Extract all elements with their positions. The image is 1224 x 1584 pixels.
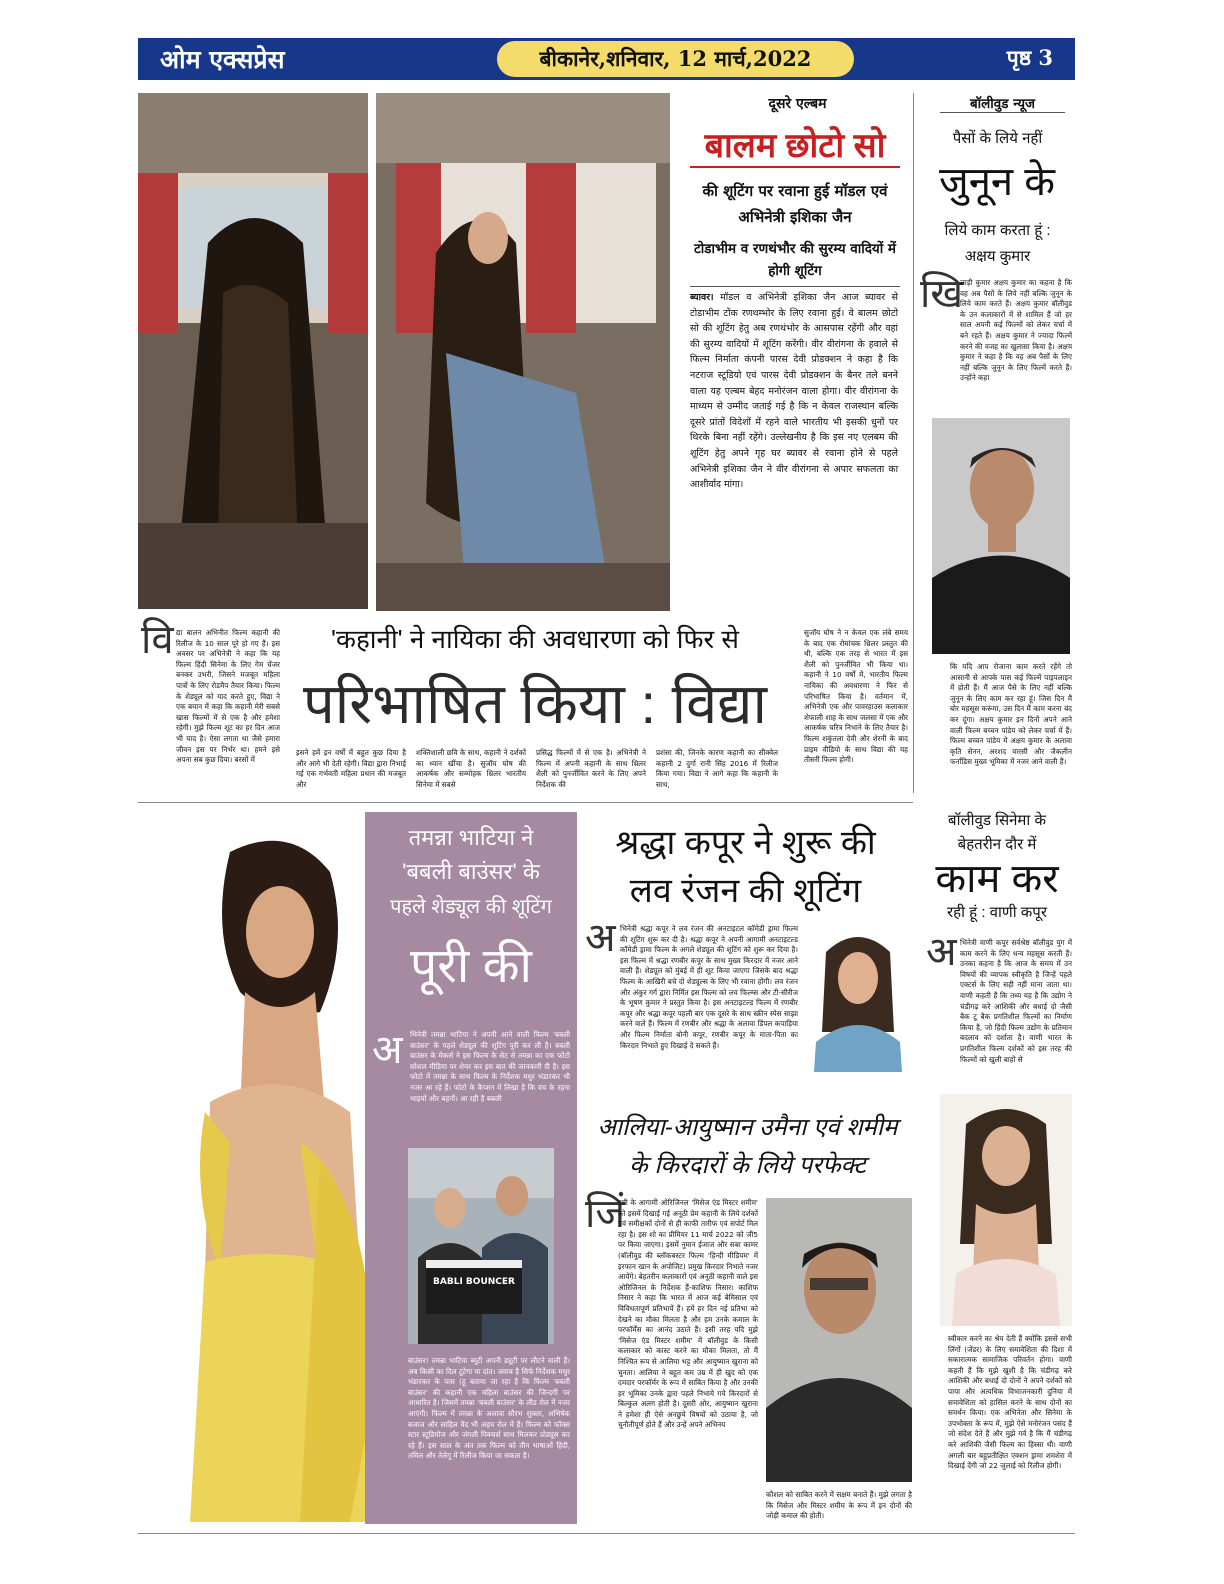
shraddha-body-text: भिनेत्री श्रद्धा कपूर ने लव रंजन की अनटाइटल कॉमेडी ड्रामा फिल्म की शूटिंग शुरू कर दी है। श्रद्धा कपूर ने अपनी आगामी अनटाइटल्ड कॉमेडी ड्रामा फिल्म के अगले शेड्यूल की शूटिंग को शुरू कर दिया है। इस फिल्म में श्रद्धा रणबीर कपूर के साथ मुख्य किरदार में नजर आने वाली हैं। शेड्यूल को मुंबई में ही शूट किया जाएगा जिसके बाद श्रद्धा फिल्म के आखिरी बचे दो शेड्यूल्स के लिए भी रवाना होंगी। लव रंजन और अंकुर गर्ग द्वारा निर्मित इस फिल्म को लव फिल्म्स और टी-सीरीज के भूषण कुमार ने प्रस्तुत किया है। इस अनटाइटल्ड फिल्म में रणबीर कपूर और श्रद्धा कपूर पहली बार एक दूसरे के साथ स्क्रीन स्पेस साझा करने वाले हैं। फिल्म में रणबीर और श्रद्धा के अलावा डिंपल कपाड़िया और फिल्म निर्माता बोनी कपूर, रणबीर कपूर के माता-पिता का किरदार निभाते हुए दिखाई दे सकते हैं।	[620, 924, 798, 1050]
paper-name: ओम एक्सप्रेस	[160, 45, 285, 74]
akshay-body-1	[960, 278, 1072, 410]
akshay-dropcap: खि	[920, 271, 964, 317]
column-rule	[913, 93, 914, 793]
vidya-col-2-text: इसने हमें इन वर्षों में बहुत कुछ दिया है और आगे भी देती रहेगी। विद्या द्वारा निभाई गई एक गर्भवती महिला प्रधान की मजबूत और	[296, 748, 406, 789]
alia-headline-1: आलिया-आयुष्मान उमैना एवं शमीम	[597, 1114, 898, 1141]
akshay-body-1-text: लाड़ी कुमार अक्षय कुमार का कहना है कि वह अब पैसों के लिये नहीं बल्कि जुनून के लिये काम करते हैं। अक्षय कुमार बॉलीवुड के उन कलाकारों में से शामिल हैं जो हर साल अपनी कई फिल्मों को लेकर चर्चा में बने रहते हैं। अक्षय कुमार ने ज्यादा फिल्में करने की वजह का खुलासा किया है। अक्षय कुमार ने कहा है कि वह अब पैसों के लिए नहीं बल्कि जुनून के लिए फिल्में करते हैं। उन्होंने कहा	[960, 278, 1072, 383]
shraddha-headline-1: श्रद्धा कपूर ने शुरू की	[615, 824, 876, 862]
akshay-body-2	[950, 662, 1072, 792]
tamanna-body-1-text: भिनेत्री तमन्ना भाटिया ने अपनी आने वाली फिल्म 'बबली बाउंसर' के पहले शेड्यूल की शूटिंग पूरी कर ली है। बबली बाउंसर के मेकर्स ने इस फिल्म के सेट से तमन्ना का एक फोटो सोशल मीडिया पर शेयर कर इस बात की जानकारी दी है। इस फोटो में तमन्ना के साथ फिल्म के निर्देशक मधुर भंडारकर भी नजर आ रहे हैं। फोटो के कैप्शन में लिखा है कि वच के रहना भाइयों और बहनों। आ रही है बबली	[410, 1030, 570, 1103]
tamanna-body-1	[410, 1030, 570, 1134]
akshay-line-3: अक्षय कुमार	[964, 248, 1031, 265]
tamanna-clapper-photo	[408, 1148, 554, 1344]
vidya-col-5-text: प्रशंसा की, जिनके कारण कहानी का सीक्वेल कहानी 2 दुर्गा रानी सिंह 2016 में रिलीज किया गया। विद्या ने आगे कहा कि कहानी के साथ,	[656, 748, 778, 789]
tamanna-headline-3: पहले शेड्यूल की शूटिंग	[390, 896, 552, 918]
vidya-col-1-text: द्या बालन अभिनीत फिल्म कहानी की रिलीज के 10 साल पूरे हो गए हैं। इस अवसर पर अभिनेत्री ने कहा कि यह फिल्म हिंदी सिनेमा के लिए गेम चेंजर बनकर उभरी, जिसने मजबूत महिला पात्रों के लिए रोडमैप तैयार किया। फिल्म के शेड्यूल को याद करते हुए, विद्या ने एक बयान में कहा कि कहानी मेरी सबसे खास फिल्मों में से एक है और हमेशा रहेगी। मुझे फिल्म शूट का हर दिन आज भी याद है। ऐसा लगता था जैसे हमारा जीवन इस पर निर्भर था। हमने इसे अपना सब कुछ दिया। बरसों में	[176, 628, 280, 765]
alia-body-2	[766, 1490, 912, 1530]
vidya-col-2	[296, 748, 406, 796]
shraddha-body	[620, 924, 798, 1098]
shraddha-dropcap: अ	[585, 915, 616, 961]
akshay-photo	[932, 418, 1070, 654]
vidya-col-6-text: सुजॉय घोष ने न केवल एक लंबे समय के बाद एक रोमांचक थ्रिलर प्रस्तुत की थी, बल्कि एक तरह से भारत में इस शैली को पुनर्जीवित भी किया था। कहानी ने 10 वर्षों में, भारतीय फिल्म नायिका की अवधारणा ने फिर से परिभाषित किया है। वर्तमान में, अभिनेत्री एक और पावरहाउस कलाकार शेफाली शाह के साथ जलसा में एक और आकर्षक चरित्र निभाने के लिए तैयार है। फिल्म शकुंतला देवी और शेरनी के बाद प्राइम वीडियो के साथ विद्या की यह तीसरी फिल्म होगी।	[804, 628, 908, 765]
ishika-body: मॉडल व अभिनेत्री इशिका जैन आज ब्यावर से टोडाभीम टोंक रणथम्भोर के लिए रवाना हुई। वे बालम छोटो सो की शूटिंग हेतु अब रणथंभोर के आसपास रहेंगी और वहां की सुरम्य वादियों में शूटिंग करेंगी। वीर वीरांगना के हवाले से फिल्म निर्माता कंपनी पारस देवी प्रोडक्शन ने कहा है कि नटराज स्टूडियो एवं पारस देवी प्रोडक्शन के बैनर तले बनने वाला यह एल्बम बेहद मनोरंजन वाला होगा। वीर वीरांगना के माध्यम से उम्मीद जताई गई है कि न केवल राजस्थान बल्कि दूसरे प्रांतों विदेशों में रहने वाले भारतीय भी इसकी धुनों पर थिरके बिना नहीं रहेंगे। उल्लेखनीय है कि इस नए एलबम की शूटिंग हेतु अपने गृह घर ब्यावर से रवाना होने से पहले अभिनेत्री इशिका जैन ने वीर वीरांगना से अपार सफलता का आशीर्वाद मांगा।	[690, 292, 899, 491]
page-number: पृष्ठ 3	[1006, 45, 1053, 70]
vaani-body-1	[960, 938, 1072, 1082]
ishika-headline: बालम छोटो सो	[690, 126, 900, 168]
tamanna-photo	[150, 812, 380, 1522]
alia-body-2-text: कौशल को साबित करने में सक्षम बनाते हैं। मुझे लगता है कि मिसेज और मिस्टर शमीम के रूप में इन दोनों की जोड़ी कमाल की होती।	[766, 1490, 912, 1521]
tamanna-body-2	[408, 1356, 570, 1520]
vidya-col-5	[656, 748, 778, 796]
akshay-body-2-text: कि यदि आप रोजाना काम करते रहेंगे तो आसानी से आपके पास कई फिल्में पाइपलाइन में होती हैं। मैं आज पैसे के लिए नहीं बल्कि जुनून के लिए काम कर रहा हूं। जिस दिन मैं बोर महसूस करूंगा, उस दिन मैं काम करना बंद कर दूंगा। अक्षय कुमार इन दिनों अपने आने वाली फिल्म बच्चन पांडेय को लेकर चर्चा में हैं। फिल्म बच्चन पांडेय में अक्षय कुमार के अलावा कृति सेनन, अरशद वारसी और जैकलीन फर्नांडिस मुख्य भूमिका में नजर आने वाली हैं।	[950, 662, 1072, 767]
vidya-headline-1: 'कहानी' ने नायिका की अवधारणा को फिर से	[331, 624, 739, 654]
vidya-col-1	[176, 628, 280, 796]
vaani-photo	[940, 1094, 1072, 1326]
dateline: बीकानेर,शनिवार, 12 मार्च,2022	[497, 41, 854, 77]
akshay-line-2: लिये काम करता हूं :	[944, 222, 1051, 239]
vaani-line-1: बॉलीवुड सिनेमा के	[948, 812, 1046, 829]
tamanna-headline-4: पूरी की	[410, 940, 532, 993]
ishika-photo-2	[376, 93, 670, 611]
vidya-dropcap: वि	[141, 617, 174, 663]
tamanna-headline-2: 'बबली बाउंसर' के	[402, 859, 540, 884]
akshay-line-1: पैसों के लिये नहीं	[952, 130, 1043, 147]
vaani-body-2-text: स्वीकार करने का श्रेय देती हैं क्योंकि इससे सभी लिंगों (जेंडर) के लिए समावेशिता की दिशा में सकारात्मक सामाजिक परिवर्तन होगा। वाणी कहती हैं कि मुझे खुशी है कि चंडीगढ़ करे आशिकी और बधाई दो दोनों ने अपने दर्शकों को पाया और अत्यधिक विभाजनकारी दुनिया में समावेशिता को हासिल करने के साथ दोनों का समर्थन किया। एक अभिनेता और सिनेमा के उपभोक्ता के रूप में, मुझे ऐसे मनोरंजन पसंद हैं जो संदेश देते हैं और मुझे गर्व है कि मैं चंडीगढ़ करे आशिकी जैसी फिल्म का हिस्सा थी। वाणी अगली बार बहुप्रतीक्षित एक्शन ड्रामा शमशेरा में दिखाई देंगी जो 22 जुलाई को रिलीज होगी।	[948, 1334, 1072, 1471]
tamanna-dropcap: अ	[372, 1027, 403, 1073]
ishika-article	[690, 290, 898, 612]
ishika-dateline: ब्यावर।	[690, 292, 714, 303]
ishika-subhead-1: की शूटिंग पर रवाना हुई मॉडल एवं अभिनेत्री इशिका जैन	[702, 182, 888, 226]
alia-headline-2: के किरदारों के लिये परफेक्ट	[629, 1152, 866, 1179]
bottom-rule	[138, 1533, 1075, 1534]
vaani-big: काम कर	[935, 857, 1059, 901]
vaani-body-2	[948, 1334, 1072, 1528]
vaani-body-1-text: भिनेत्री वाणी कपूर सर्वश्रेष्ठ बॉलीवुड युग में काम करने के लिए धन्य महसूस करती हैं। उनका कहना है कि आज के समय में उन विषयों की व्यापक स्वीकृति है जिन्हें पहले एक्टर्स के लिए सही नहीं माना जाता था। वाणी कहती हैं कि तथ्य यह है कि उद्योग ने चंडीगढ़ करे आशिकी और बधाई दो जैसी बैक टू बैक प्रगतिशील फिल्मों का निर्माण किया है, जो हिंदी फिल्म उद्योग के प्रतिमान बदलाव को दर्शाता है। वाणी भारत के प्रगतिशील फिल्म दर्शकों को इस तरह की फिल्मों को खुली बाहों से	[960, 938, 1072, 1064]
ishika-kicker: दूसरे एल्बम	[768, 96, 827, 112]
alia-body-1-text: दगी के आगामी ओरिजिनल 'मिसेज एंड मिस्टर शमीम' को इसमें दिखाई गई अनूठी प्रेम कहानी के लिये दर्शकों एवं समीक्षकों दोनों से ही काफी तारीफ एवं सपोर्ट मिल रहा है। इस शो का प्रीमियर 11 मार्च 2022 को जी5 पर किया जाएगा। इसमें नुमान ईजाज और सबा कामर (बॉलीवुड की ब्लॉकबस्टर फिल्म 'हिन्दी मीडियम' में इरफान खान के अपोजिट) प्रमुख किरदार निभाते नजर आयेंगे। बेहतरीन कलाकारों एवं अनूठी कहानी वाले इस ओरिजिनल के निर्देशक हैं-काशिफ निसार। काशिफ निसार ने कहा कि भारत में आज कई बेमिसाल एवं विविधतापूर्ण प्रतिभायें हैं। हमें हर दिन नई प्रतिभा को देखने का मौका मिलता है और हम उनके कमाल के परफॉर्मेंस का आनंद उठाते हैं। इसी तरह यदि मुझे 'मिसेज एंड मिस्टर शमीम' में बॉलीवुड के किसी कलाकार को कास्ट करने का मौका मिलता, तो मैं निश्चित रूप से आलिया भट्ट और आयुष्मान खुराना को चुनता। आलिया ने बहुत कम उम्र में ही खुद को एक दमदार परफॉर्मर के रूप में साबित किया है और उनकी हर भूमिका उनके द्वारा पहले निभाये गये किरदारों से बिल्कुल अलग होती है। दूसरी ओर, आयुष्मान खुराना ने हमेशा ही ऐसे अनछुये विषयों को उठाया है, जो चुनौतीपूर्ण होते हैं और उन्हें अपने अभिनय	[618, 1198, 758, 1430]
alia-body-1	[618, 1198, 758, 1530]
vaani-dropcap: अ	[926, 929, 957, 975]
vidya-col-3-text: शक्तिशाली छवि के साथ, कहानी ने दर्शकों का ध्यान खींचा है। सुजॉय घोष की आकर्षक और सम्मोहक थ्रिलर भारतीय सिनेमा में सबसे	[416, 748, 526, 789]
vaani-line-3: रही हूं : वाणी कपूर	[947, 904, 1047, 921]
clapper-text: BABLI BOUNCER	[433, 1277, 515, 1287]
ishika-subhead-2: टोडाभीम व रणथंभौर की सुरम्य वादियों में होगी शूटिंग	[690, 238, 900, 287]
vidya-col-6	[804, 628, 908, 796]
vidya-col-4	[536, 748, 646, 796]
tamanna-headline-1: तमन्ना भाटिया ने	[408, 825, 534, 850]
tamanna-body-2-text: बाउंसर! तमन्ना भाटिया ब्यूटी अपनी ड्यूटी पर लौटने वाली हैं। अब किसी का दिल टूटेगा या दांत। जवाब है सिर्फ निर्देशक मधुर भंडारकर के पास (हू बताया जा रहा है कि फिल्म 'बबली बाउंसर' की कहानी एक महिला बाउंसर की जिन्दगी पर आधारित है। जिसमें तमन्ना 'बबली बाउंसर' के लीड रोल में नजर आएंगी। फिल्म में तमन्ना के अलावा सौरभ शुक्ला, अभिषेक बजाज और साहिल वैद भी अहम रोल में हैं। फिल्म को फॉक्स स्टार स्टूडियोज और जंगली पिक्चर्स साथ मिलकर प्रोड्यूस कर रहे हैं। इस साल के अंत तक फिल्म को तीन भाषाओं हिंदी, तमिल और तेलेगू में रिलीज किया जा सकता है।	[408, 1356, 570, 1461]
akshay-section: बॉलीवुड न्यूज	[940, 94, 1065, 113]
vidya-col-4-text: प्रसिद्ध फिल्मों में से एक है। अभिनेत्री ने फिल्म में अपनी कहानी के साथ थ्रिलर शैली को पुनर्जीवित करने के लिए अपने निर्देशक की	[536, 748, 646, 789]
vaani-line-2: बेहतरीन दौर में	[957, 836, 1037, 853]
masthead	[138, 38, 1075, 80]
shraddha-headline-2: लव रंजन की शूटिंग	[629, 872, 862, 910]
kashif-photo	[766, 1198, 912, 1482]
vidya-col-3	[416, 748, 526, 796]
alia-dropcap: जिं	[585, 1191, 626, 1237]
ishika-photo-1	[138, 93, 368, 609]
section-rule	[138, 802, 913, 803]
vidya-headline-2: परिभाषित किया : विद्या	[302, 672, 768, 735]
shraddha-photo	[806, 922, 910, 1072]
akshay-big: जुनून के	[939, 160, 1055, 204]
